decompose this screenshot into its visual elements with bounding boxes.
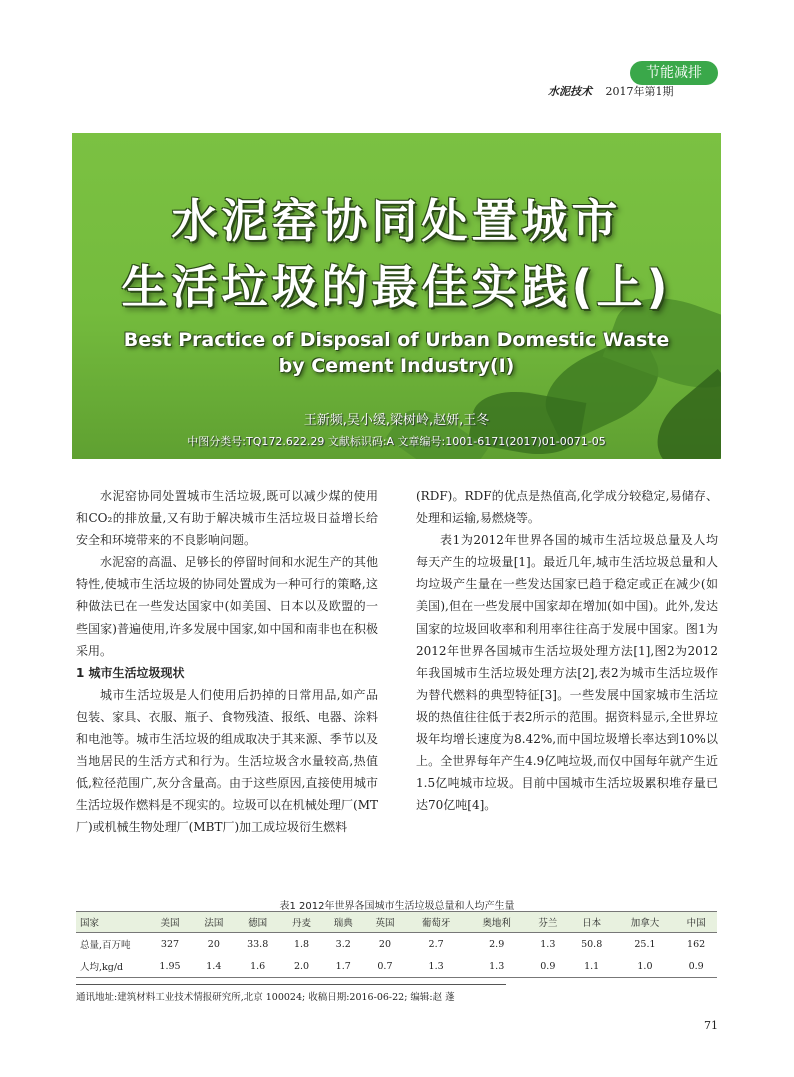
table-cell: 1.0: [615, 955, 676, 978]
footnote: 通讯地址:建筑材料工业技术情报研究所,北京 100024; 收稿日期:2016-06-22; 编辑:赵 蓬: [76, 992, 455, 1003]
table-cell: 1.3: [466, 955, 527, 978]
table-cell: 人均,kg/d: [76, 955, 147, 978]
table-cell: 2.7: [428, 938, 444, 950]
table-cell: 20: [207, 938, 220, 950]
table-cell: 1.1: [569, 955, 615, 978]
table-header-row: [76, 912, 717, 933]
table-cell: 3.2: [335, 938, 351, 950]
table-header-cell: 日本: [569, 912, 615, 933]
table-cell: 2.0: [281, 955, 323, 978]
section-heading: 1 城市生活垃圾现状: [76, 665, 185, 680]
table-header-cell: 法国: [193, 912, 235, 933]
english-title-line-2: by Cement Industry(Ⅰ): [278, 355, 515, 377]
table-cell: 1.7: [322, 955, 364, 978]
paragraph: 水泥窑的高温、足够长的停留时间和水泥生产的其他特性,使城市生活垃圾的协同处置成为一种可行的策略,这种做法已在一些发达国家中(如美国、日本以及欧盟的一些国家)普遍使用,许多发展中国家,如中国和南非也在积极采用。: [76, 555, 378, 658]
table-header-cell: 英国: [364, 912, 406, 933]
table-header-cell: 瑞典: [322, 912, 364, 933]
table-cell: 327: [160, 938, 180, 950]
table-caption: 表1 2012年世界各国城市生活垃圾总量和人均产生量: [279, 901, 515, 912]
journal-issue: 2017年第1期: [605, 85, 674, 98]
paragraph: (RDF)。RDF的优点是热值高,化学成分较稳定,易储存、处理和运输,易燃烧等。: [416, 489, 718, 526]
table-header-cell: 奥地利: [466, 912, 527, 933]
classification-info: 中图分类号:TQ172.622.29 文献标识码:A 文章编号:1001-6171(2017)01-0071-05: [187, 435, 606, 448]
table-row: [76, 955, 717, 978]
paragraph: 城市生活垃圾是人们使用后扔掉的日常用品,如产品包装、家具、衣服、瓶子、食物残渣、报纸、电器、涂料和电池等。城市生活垃圾的组成取决于其来源、季节以及当地居民的生活方式和行为。生活垃圾含水量较高,热值低,粒径范围广,灰分含量高。由于这些原因,直接使用城市生活垃圾作燃料是不现实的。垃圾可以在机械处理厂(MT厂)或机械生物处理厂(MBT厂)加工成垃圾衍生燃料: [76, 687, 378, 835]
page-number: 71: [704, 1019, 718, 1032]
table-header-cell: 葡萄牙: [406, 912, 467, 933]
footnote-divider: [76, 984, 506, 985]
table-cell: 1.95: [147, 955, 193, 978]
table-header-cell: 丹麦: [281, 912, 323, 933]
english-title-line-1: Best Practice of Disposal of Urban Domestic Waste: [123, 329, 670, 351]
section-badge: 节能减排: [630, 61, 718, 85]
title-line-2: 生活垃圾的最佳实践(上): [121, 260, 672, 314]
table-cell: 0.7: [364, 955, 406, 978]
table-cell: 1.3: [540, 938, 556, 950]
table-cell: 50.8: [581, 938, 603, 950]
paragraph: 表1为2012年世界各国的城市生活垃圾总量及人均每天产生的垃圾量[1]。最近几年,城市生活垃圾总量和人均垃圾产生量在一些发达国家已趋于稳定或正在减少(如美国),但在一些发展中国家却在增加(如中国)。此外,发达国家的垃圾回收率和利用率往往高于发展中国家。图1为2012年世界各国城市生活垃圾处理方法[1],图2为2012年我国城市生活垃圾处理方法[2],表2为城市生活垃圾作为替代燃料的典型特征[3]。一些发展中国家城市生活垃圾的热值往往低于表2所示的范围。据资料显示,全世界垃圾年均增长速度为8.42%,而中国垃圾增长率达到10%以上。全世界每年产生4.9亿吨垃圾,而仅中国每年就产生近1.5亿吨城市垃圾。目前中国城市生活垃圾累积堆存量已达70亿吨[4]。: [416, 533, 718, 813]
table-header-cell: 国家: [76, 912, 147, 933]
table-cell: 162: [687, 938, 706, 950]
table-cell: 33.8: [247, 938, 269, 950]
table-row: [76, 933, 717, 956]
journal-header: [548, 83, 674, 99]
authors: 王新频,吴小缓,梁树岭,赵妍,王冬: [303, 413, 490, 428]
table-cell: 1.6: [235, 955, 281, 978]
table-header-cell: 德国: [235, 912, 281, 933]
body-column-right: [416, 485, 718, 816]
table-cell: 0.9: [527, 955, 569, 978]
journal-name: 水泥技术: [548, 85, 592, 98]
table-cell: 2.9: [489, 938, 505, 950]
table-header-cell: 中国: [675, 912, 717, 933]
body-column-left: [76, 485, 378, 839]
table-cell: 20: [378, 938, 391, 950]
paragraph: 水泥窑协同处置城市生活垃圾,既可以减少煤的使用和CO₂的排放量,又有助于解决城市生活垃圾日益增长给安全和环境带来的不良影响问题。: [76, 489, 378, 548]
table-cell: 0.9: [675, 955, 717, 978]
data-table: [76, 911, 717, 978]
table-cell: 1.3: [406, 955, 467, 978]
table-cell: 总量,百万吨: [80, 940, 131, 951]
title-line-1: 水泥窑协同处置城市: [171, 194, 622, 248]
table-cell: 25.1: [634, 938, 656, 950]
table-cell: 1.8: [293, 938, 310, 950]
table-header-cell: 芬兰: [527, 912, 569, 933]
title-banner: [72, 133, 721, 459]
table-cell: 1.4: [193, 955, 235, 978]
table-header-cell: 加拿大: [615, 912, 676, 933]
table-header-cell: 美国: [147, 912, 193, 933]
